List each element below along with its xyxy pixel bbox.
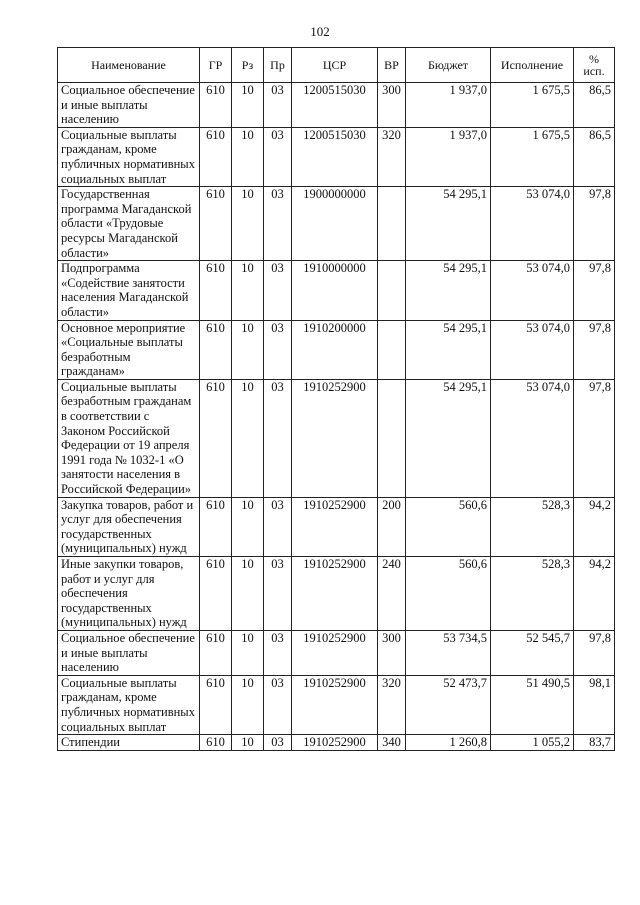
cell-rz: 10 (232, 735, 264, 751)
cell-csr: 1910252900 (292, 557, 378, 631)
cell-csr: 1910252900 (292, 630, 378, 675)
cell-name: Основное мероприятие «Социальные выплаты безработным гражданам» (58, 320, 200, 379)
cell-vr (378, 261, 406, 320)
cell-pr: 03 (264, 675, 292, 734)
cell-pct: 97,8 (574, 379, 615, 497)
cell-pr: 03 (264, 127, 292, 186)
cell-pr: 03 (264, 261, 292, 320)
cell-csr: 1910252900 (292, 675, 378, 734)
header-percent-symbol: % (589, 52, 599, 66)
table-row (58, 557, 615, 631)
header-vr: ВР (378, 48, 406, 83)
cell-rz: 10 (232, 83, 264, 128)
table-row (58, 187, 615, 261)
cell-execution: 53 074,0 (491, 187, 574, 261)
table-row (58, 675, 615, 734)
table-header-row (58, 48, 615, 83)
cell-csr: 1900000000 (292, 187, 378, 261)
cell-budget: 1 937,0 (406, 127, 491, 186)
cell-csr: 1910252900 (292, 379, 378, 497)
table-row (58, 320, 615, 379)
cell-pr: 03 (264, 630, 292, 675)
cell-pr: 03 (264, 735, 292, 751)
page-number: 102 (310, 24, 330, 39)
cell-name: Иные закупки товаров, работ и услуг для обеспечения государственных (муниципальных) нужд (58, 557, 200, 631)
header-percent-label: исп. (583, 64, 605, 78)
cell-vr (378, 320, 406, 379)
cell-budget: 54 295,1 (406, 320, 491, 379)
header-budget: Бюджет (406, 48, 491, 83)
cell-pr: 03 (264, 379, 292, 497)
cell-vr (378, 379, 406, 497)
cell-gr: 610 (200, 497, 232, 556)
cell-vr: 240 (378, 557, 406, 631)
cell-execution: 1 675,5 (491, 83, 574, 128)
cell-pr: 03 (264, 497, 292, 556)
cell-csr: 1910200000 (292, 320, 378, 379)
header-percent (574, 48, 615, 83)
cell-vr: 300 (378, 630, 406, 675)
table-row (58, 127, 615, 186)
cell-vr (378, 187, 406, 261)
table-row (58, 379, 615, 497)
cell-pct: 97,8 (574, 320, 615, 379)
budget-table (57, 47, 615, 751)
cell-gr: 610 (200, 261, 232, 320)
cell-csr: 1910252900 (292, 497, 378, 556)
cell-budget: 1 937,0 (406, 83, 491, 128)
cell-execution: 51 490,5 (491, 675, 574, 734)
cell-gr: 610 (200, 557, 232, 631)
header-pr: Пр (264, 48, 292, 83)
cell-pct: 98,1 (574, 675, 615, 734)
cell-name: Закупка товаров, работ и услуг для обеспечения государственных (муниципальных) нужд (58, 497, 200, 556)
cell-vr: 320 (378, 127, 406, 186)
cell-vr: 320 (378, 675, 406, 734)
cell-execution: 53 074,0 (491, 320, 574, 379)
cell-rz: 10 (232, 127, 264, 186)
cell-name: Социальное обеспечение и иные выплаты населению (58, 83, 200, 128)
cell-execution: 53 074,0 (491, 379, 574, 497)
cell-gr: 610 (200, 675, 232, 734)
cell-name: Социальное обеспечение и иные выплаты населению (58, 630, 200, 675)
table-row (58, 261, 615, 320)
cell-csr: 1910252900 (292, 735, 378, 751)
cell-budget: 54 295,1 (406, 187, 491, 261)
cell-pr: 03 (264, 320, 292, 379)
cell-execution: 528,3 (491, 497, 574, 556)
cell-execution: 1 055,2 (491, 735, 574, 751)
cell-rz: 10 (232, 557, 264, 631)
cell-gr: 610 (200, 320, 232, 379)
cell-pct: 97,8 (574, 630, 615, 675)
cell-rz: 10 (232, 630, 264, 675)
cell-rz: 10 (232, 379, 264, 497)
cell-budget: 54 295,1 (406, 261, 491, 320)
table-row (58, 497, 615, 556)
cell-pr: 03 (264, 187, 292, 261)
cell-execution: 52 545,7 (491, 630, 574, 675)
cell-rz: 10 (232, 675, 264, 734)
cell-name: Стипендии (58, 735, 200, 751)
cell-pct: 97,8 (574, 261, 615, 320)
cell-pct: 83,7 (574, 735, 615, 751)
cell-csr: 1910000000 (292, 261, 378, 320)
header-name: Наименование (58, 48, 200, 83)
cell-csr: 1200515030 (292, 83, 378, 128)
cell-name: Социальные выплаты гражданам, кроме публичных нормативных социальных выплат (58, 675, 200, 734)
cell-pr: 03 (264, 83, 292, 128)
cell-execution: 53 074,0 (491, 261, 574, 320)
header-rz: Рз (232, 48, 264, 83)
cell-vr: 340 (378, 735, 406, 751)
table-row (58, 630, 615, 675)
cell-vr: 200 (378, 497, 406, 556)
cell-budget: 560,6 (406, 497, 491, 556)
cell-pct: 94,2 (574, 497, 615, 556)
cell-budget: 53 734,5 (406, 630, 491, 675)
cell-budget: 52 473,7 (406, 675, 491, 734)
header-csr: ЦСР (292, 48, 378, 83)
table-row (58, 735, 615, 751)
cell-name: Социальные выплаты безработным гражданам в соответствии с Законом Российской Федерации от 19 апреля 1991 года № 1032-1 «О занятости населения в Российской Федерации» (58, 379, 200, 497)
cell-gr: 610 (200, 127, 232, 186)
cell-name: Социальные выплаты гражданам, кроме публичных нормативных социальных выплат (58, 127, 200, 186)
cell-pct: 97,8 (574, 187, 615, 261)
cell-gr: 610 (200, 83, 232, 128)
cell-rz: 10 (232, 497, 264, 556)
cell-name: Государственная программа Магаданской области «Трудовые ресурсы Магаданской области» (58, 187, 200, 261)
cell-execution: 528,3 (491, 557, 574, 631)
cell-csr: 1200515030 (292, 127, 378, 186)
header-gr: ГР (200, 48, 232, 83)
cell-pct: 94,2 (574, 557, 615, 631)
cell-gr: 610 (200, 187, 232, 261)
cell-execution: 1 675,5 (491, 127, 574, 186)
cell-budget: 1 260,8 (406, 735, 491, 751)
cell-rz: 10 (232, 320, 264, 379)
cell-gr: 610 (200, 379, 232, 497)
cell-pr: 03 (264, 557, 292, 631)
cell-budget: 54 295,1 (406, 379, 491, 497)
cell-rz: 10 (232, 187, 264, 261)
cell-gr: 610 (200, 630, 232, 675)
table-row (58, 83, 615, 128)
cell-name: Подпрограмма «Содействие занятости населения Магаданской области» (58, 261, 200, 320)
cell-pct: 86,5 (574, 83, 615, 128)
cell-budget: 560,6 (406, 557, 491, 631)
cell-vr: 300 (378, 83, 406, 128)
cell-rz: 10 (232, 261, 264, 320)
cell-gr: 610 (200, 735, 232, 751)
cell-pct: 86,5 (574, 127, 615, 186)
header-execution: Исполнение (491, 48, 574, 83)
